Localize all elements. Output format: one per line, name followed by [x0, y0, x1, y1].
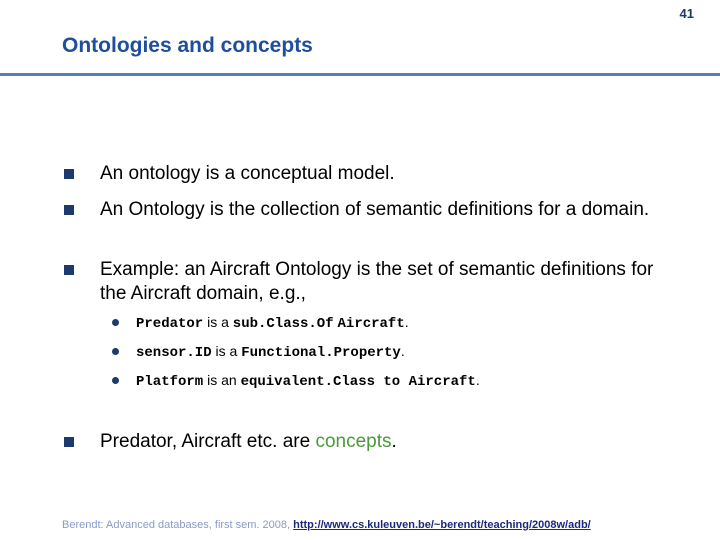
subbullet-text: Platform is an equivalent.Class to Aircraft. — [136, 372, 480, 390]
square-bullet-icon — [64, 265, 74, 275]
footer-link[interactable]: http://www.cs.kuleuven.be/~berendt/teaching/2008w/adb/ — [293, 519, 591, 531]
bullet-text: An Ontology is the collection of semantic definitions for a domain. — [100, 199, 650, 220]
square-bullet-icon — [64, 169, 74, 179]
round-bullet-icon — [112, 319, 119, 326]
square-bullet-icon — [64, 437, 74, 447]
subbullet-text: Predator is a sub.Class.Of Aircraft. — [136, 314, 409, 332]
square-bullet-icon — [64, 205, 74, 215]
concepts-highlight: concepts — [315, 431, 392, 452]
footer — [62, 519, 591, 531]
title-divider — [0, 73, 720, 76]
bullet-text: An ontology is a conceptual model. — [100, 163, 395, 184]
round-bullet-icon — [112, 348, 119, 355]
bullet-text: Predator, Aircraft etc. are concepts. — [100, 431, 397, 452]
page-number: 41 — [679, 6, 694, 21]
footer-text: Berendt: Advanced databases, first sem. 2008, — [62, 519, 294, 531]
subbullet-text: sensor.ID is a Functional.Property. — [136, 343, 405, 361]
bullet-text: Example: an Aircraft Ontology is the set of semantic definitions for the Aircraft domain, e.g., — [100, 259, 654, 304]
slide-title: Ontologies and concepts — [62, 34, 313, 57]
round-bullet-icon — [112, 377, 119, 384]
